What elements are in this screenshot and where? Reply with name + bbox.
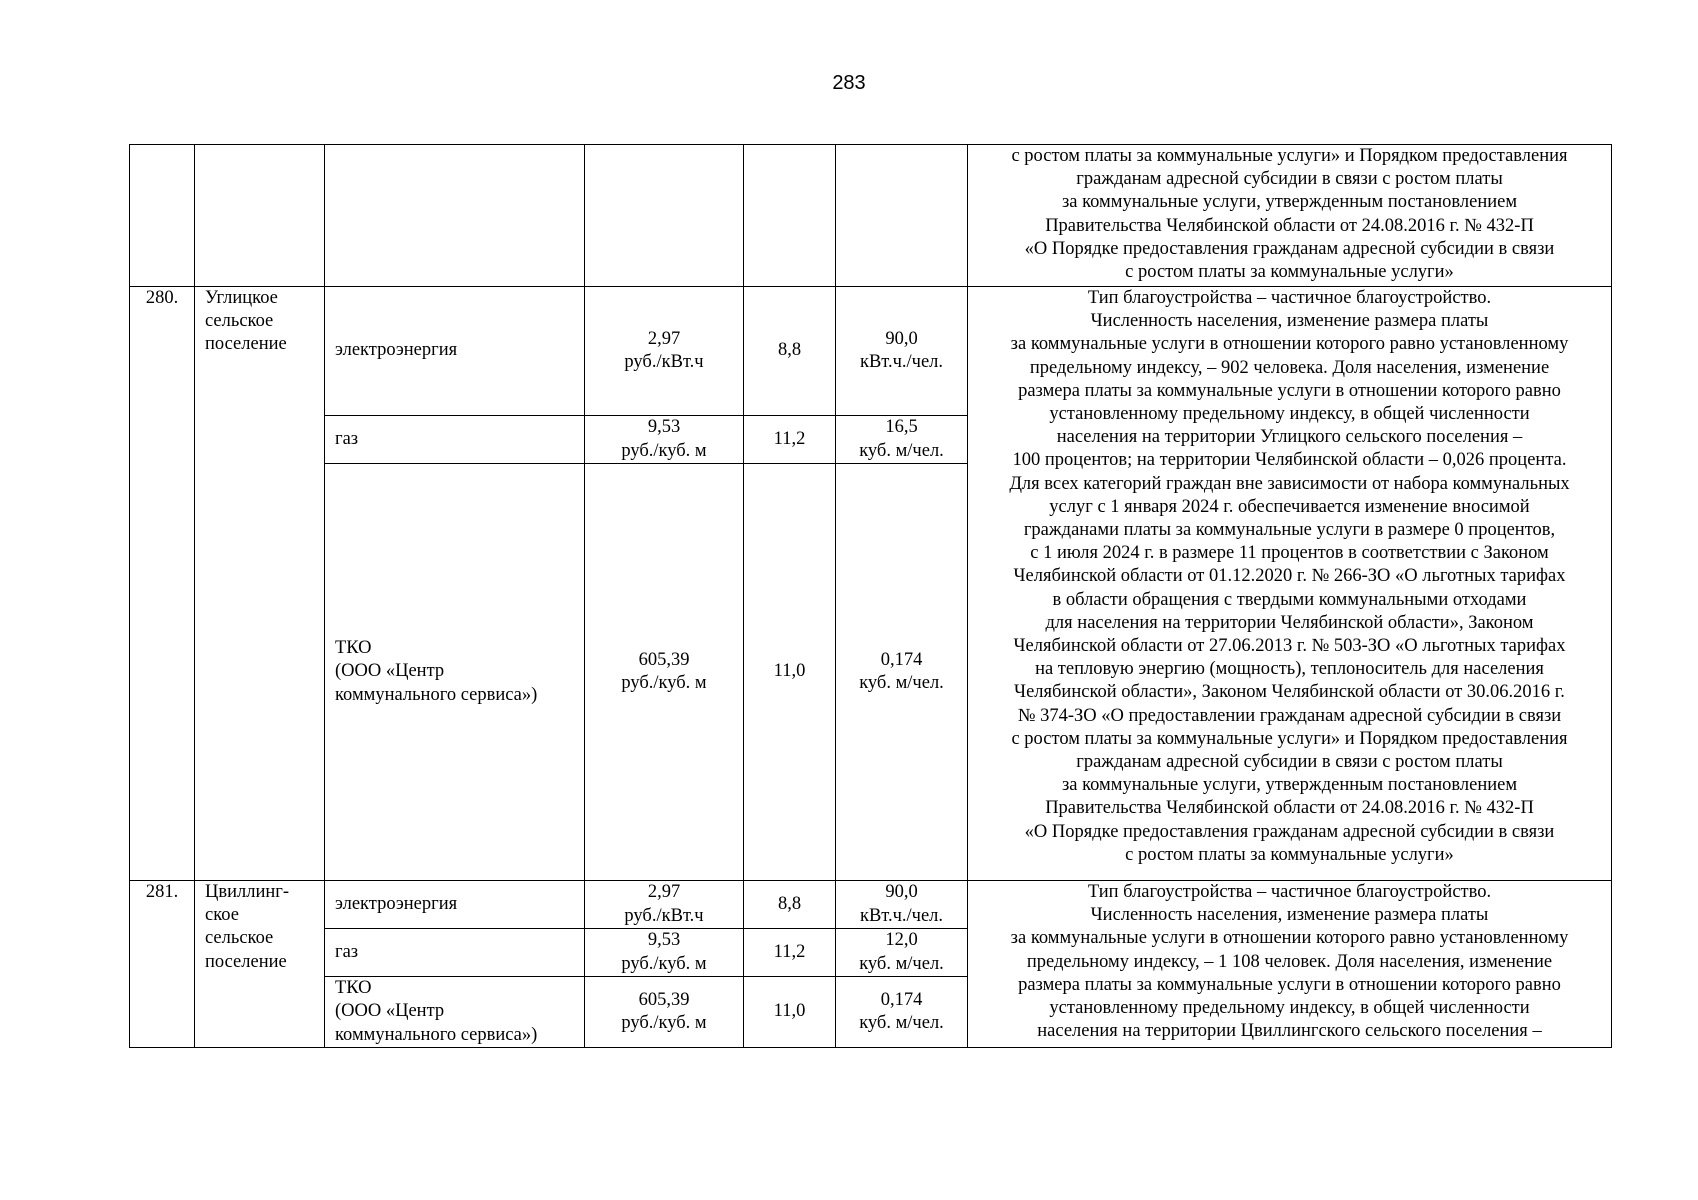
text-line: 9,53 [647,417,681,438]
text-line: кВт.ч./чел. [859,352,944,372]
text-line: куб. м/чел. [859,673,944,693]
text-line: Цвиллинг- [205,882,290,902]
tariff-cell [585,287,744,416]
text-line: 0,174 [880,989,923,1010]
text-line: Тип благоустройства – частичное благоустройство. [1087,882,1492,902]
text-line: населения на территории Цвиллингского сельского поселения – [1037,1021,1542,1042]
text-line: Челябинской области», Законом Челябинской области от 30.06.2016 г. [1014,682,1565,703]
text-line: населения на территории Углицкого сельского поселения – [1056,427,1523,448]
settlement-name [195,881,325,1048]
text-line: для населения на территории Челябинской области», Законом [1045,612,1534,633]
text-line: Правительства Челябинской области от 24.08.2016 г. № 432-П [1045,798,1534,819]
description-cell [968,145,1612,287]
text-line: 90,0 [885,882,918,903]
text-line: гражданам адресной субсидии в связи с ростом платы [1076,169,1503,190]
service-name [325,416,585,464]
text-line: Численность населения, изменение размера платы [1090,905,1489,926]
text-line: 100 процентов; на территории Челябинской области – 0,026 процента. [1012,450,1567,471]
norm-cell [836,287,968,416]
text-line: за коммунальные услуги, утвержденным постановлением [1061,775,1518,796]
text-line: (ООО «Центр [335,1001,445,1022]
text-line: 0,174 [880,649,923,670]
text-line: с ростом платы за коммунальные услуги» и Порядком предоставления [1011,146,1568,166]
text-line: руб./куб. м [621,1013,707,1033]
text-line: сельское [205,311,274,332]
description-cell [968,287,1612,881]
tariff-cell [585,881,744,929]
text-line: Для всех категорий граждан вне зависимости от набора коммунальных [1009,473,1570,494]
text-line: газ [335,428,359,449]
text-line: за коммунальные услуги в отношении которого равно установленному [1010,928,1569,949]
text-line: в области обращения с твердыми коммунальными отходами [1052,589,1527,610]
text-line: ТКО [335,978,372,999]
text-line: размера платы за коммунальные услуги в отношении которого равно [1018,974,1561,995]
text-line: с ростом платы за коммунальные услуги» [1125,262,1454,283]
text-line: куб. м/чел. [859,1013,944,1033]
continuation-row [130,145,1612,287]
text-line: 12,0 [885,930,918,951]
text-line: 90,0 [885,328,918,349]
norm-cell [836,977,968,1048]
norm-cell [836,929,968,977]
text-line: с 1 июля 2024 г. в размере 11 процентов в соответствии с Законом [1030,543,1549,564]
text-line: коммунального сервиса») [335,1024,538,1045]
text-line: 2,97 [647,328,681,349]
text-line: Численность населения, изменение размера платы [1090,311,1489,332]
text-line: газ [335,941,359,962]
text-line: № 374-ЗО «О предоставлении гражданам адресной субсидии в связи [1017,705,1562,726]
text-line: услуг с 1 января 2024 г. обеспечивается изменение вносимой [1049,496,1530,517]
tariff-cell [585,464,744,881]
text-line: кВт.ч./чел. [859,905,944,926]
norm-cell [836,416,968,464]
tariff-cell [585,416,744,464]
text-line: руб./куб. м [621,673,707,693]
text-line: руб./куб. м [621,440,707,461]
text-line: за коммунальные услуги в отношении которого равно установленному [1010,334,1569,355]
index-cell: 11,0 [744,977,836,1048]
text-line: руб./кВт.ч [624,352,704,372]
row-number: 280. [130,287,195,881]
text-line: 605,39 [638,989,690,1010]
page-number: 283 [832,72,866,94]
text-line: руб./куб. м [621,953,707,974]
table-row [130,287,1612,416]
text-line: (ООО «Центр [335,661,445,682]
text-line: поселение [205,334,287,355]
text-line: на тепловую энергию (мощность), теплоноситель для населения [1035,659,1544,680]
text-line: Углицкое [205,288,278,308]
service-name [325,287,585,416]
service-name [325,977,585,1048]
text-line: коммунального сервиса») [335,684,538,705]
empty-cell [585,145,744,287]
row-number: 281. [130,881,195,1048]
table-row [130,881,1612,929]
index-cell: 8,8 [744,881,836,929]
text-line: ское [205,905,239,926]
empty-cell [836,145,968,287]
norm-cell [836,881,968,929]
text-line: Правительства Челябинской области от 24.08.2016 г. № 432-П [1045,215,1534,236]
text-line: за коммунальные услуги, утвержденным постановлением [1061,192,1518,213]
text-line: куб. м/чел. [859,440,944,461]
text-line: «О Порядке предоставления гражданам адресной субсидии в связи [1024,238,1555,259]
text-line: с ростом платы за коммунальные услуги» [1125,844,1454,865]
service-name [325,464,585,881]
tariff-cell [585,977,744,1048]
index-cell: 11,2 [744,416,836,464]
empty-cell [325,145,585,287]
empty-cell [195,145,325,287]
text-line: Тип благоустройства – частичное благоустройство. [1087,288,1492,308]
text-line: предельному индексу, – 902 человека. Доля населения, изменение [1029,357,1550,378]
text-line: «О Порядке предоставления гражданам адресной субсидии в связи [1024,821,1555,842]
text-line: предельному индексу, – 1 108 человек. Доля населения, изменение [1026,951,1553,972]
text-line: 16,5 [885,417,918,438]
text-line: 2,97 [647,882,681,903]
settlement-name [195,287,325,881]
text-line: с ростом платы за коммунальные услуги» и Порядком предоставления [1011,728,1568,749]
index-cell: 11,2 [744,929,836,977]
tariff-table [129,144,1612,1048]
text-line: Челябинской области от 01.12.2020 г. № 266-ЗО «О льготных тарифах [1013,566,1566,587]
text-line: ТКО [335,638,372,659]
text-line: 605,39 [638,649,690,670]
text-line: размера платы за коммунальные услуги в отношении которого равно [1018,380,1561,401]
text-line: руб./кВт.ч [624,905,704,926]
norm-cell [836,464,968,881]
text-line: поселение [205,951,287,972]
text-line: электроэнергия [335,340,458,361]
service-name [325,881,585,929]
text-line: установленному предельному индексу, в общей численности [1049,404,1530,425]
empty-cell [744,145,836,287]
index-cell: 11,0 [744,464,836,881]
text-line: установленному предельному индексу, в общей численности [1049,998,1530,1019]
text-line: гражданами платы за коммунальные услуги в размере 0 процентов, [1023,520,1556,541]
text-line: куб. м/чел. [859,953,944,974]
index-cell: 8,8 [744,287,836,416]
service-name [325,929,585,977]
text-line: 9,53 [647,930,681,951]
text-line: сельское [205,928,274,949]
tariff-cell [585,929,744,977]
text-line: Челябинской области от 27.06.2013 г. № 503-ЗО «О льготных тарифах [1013,636,1566,657]
text-line: электроэнергия [335,893,458,914]
description-cell [968,881,1612,1048]
text-line: гражданам адресной субсидии в связи с ростом платы [1076,752,1503,773]
empty-cell [130,145,195,287]
